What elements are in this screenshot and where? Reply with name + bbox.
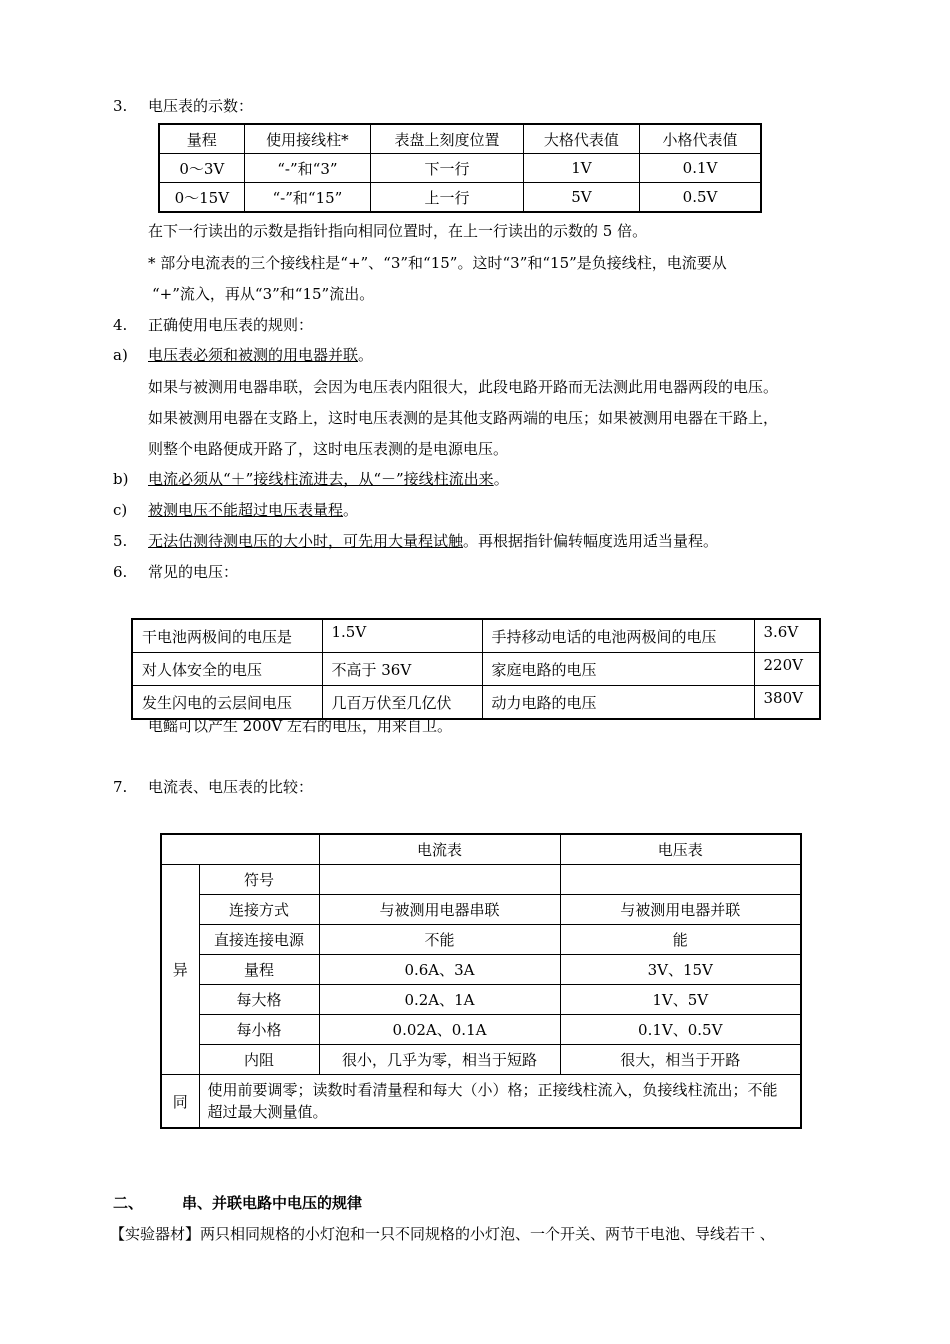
table-cell: 干电池两极间的电压是 xyxy=(132,619,322,653)
same-label: 同 xyxy=(161,1075,199,1129)
table-cell xyxy=(560,865,801,895)
table-cell: 每大格 xyxy=(199,985,319,1015)
section-3-note-3: “+”流入，再从“3”和“15”流出。 xyxy=(152,285,375,303)
table-row xyxy=(132,686,820,720)
section-7-number: 7. xyxy=(113,778,128,796)
table-cell: 连接方式 xyxy=(199,895,319,925)
table-row xyxy=(161,985,801,1015)
table-row xyxy=(159,183,761,213)
table-cell: 直接连接电源 xyxy=(199,925,319,955)
table-cell: 0.1V、0.5V xyxy=(560,1015,801,1045)
table-row xyxy=(161,895,801,925)
rule-a-explain-2: 如果被测用电器在支路上，这时电压表测的是其他支路两端的电压；如果被测用电器在干路上， xyxy=(148,409,779,427)
table-cell: 几百万伏至几亿伏 xyxy=(322,686,482,720)
table-row xyxy=(132,619,820,653)
section-5-text xyxy=(148,531,718,551)
section-7-title: 电流表、电压表的比较： xyxy=(148,778,314,796)
table-cell: 与被测用电器串联 xyxy=(319,895,560,925)
rule-b-label: b) xyxy=(113,470,129,488)
table-cell: 与被测用电器并联 xyxy=(560,895,801,925)
table-cell: 380V xyxy=(754,686,820,720)
table-row xyxy=(161,925,801,955)
same-text: 使用前要调零；读数时看清量程和每大（小）格；正接线柱流入，负接线柱流出；不能超过最大测量值。 xyxy=(199,1075,801,1129)
table-cell: 3V、15V xyxy=(560,955,801,985)
equipment-line: 【实验器材】两只相同规格的小灯泡和一只不同规格的小灯泡、一个开关、两节干电池、导线若干 、 xyxy=(110,1225,775,1243)
section-5-underlined: 无法估测待测电压的大小时，可先用大量程试触 xyxy=(148,532,464,550)
table-cell: 发生闪电的云层间电压 xyxy=(132,686,322,720)
rule-a-label: a) xyxy=(113,346,128,364)
table-cell: 很大，相当于开路 xyxy=(560,1045,801,1075)
table-cell: 0.1V xyxy=(640,154,761,183)
header-cell: 小格代表值 xyxy=(640,124,761,154)
rule-c-label: c) xyxy=(113,501,128,519)
table-cell: 很小，几乎为零，相当于短路 xyxy=(319,1045,560,1075)
section-6-note: 电鳐可以产生 200V 左右的电压，用来自卫。 xyxy=(148,717,453,735)
header-cell: 量程 xyxy=(159,124,244,154)
rule-b xyxy=(148,469,509,489)
table-row xyxy=(161,1015,801,1045)
table-cell: 1V xyxy=(523,154,639,183)
table-cell: “-”和“15” xyxy=(244,183,371,213)
header-cell: 电流表 xyxy=(319,834,560,865)
table-header-row xyxy=(159,124,761,154)
table-cell: 不高于 36V xyxy=(322,653,482,686)
rule-b-text: 电流必须从“＋”接线柱流进去，从“－”接线柱流出来 xyxy=(148,470,494,488)
table-cell: 上一行 xyxy=(371,183,524,213)
table-cell: 0～3V xyxy=(159,154,244,183)
header-cell: 表盘上刻度位置 xyxy=(371,124,524,154)
table-cell: 量程 xyxy=(199,955,319,985)
common-voltages-table xyxy=(131,618,821,720)
table-cell: 不能 xyxy=(319,925,560,955)
section-5-rest: 。再根据指针偏转幅度选用适当量程。 xyxy=(463,532,719,550)
table-cell: 符号 xyxy=(199,865,319,895)
table-row xyxy=(132,653,820,686)
rule-a-text: 电压表必须和被测的用电器并联 xyxy=(148,346,359,364)
difference-label: 异 xyxy=(161,865,199,1075)
section-5-number: 5. xyxy=(113,532,128,550)
table-row xyxy=(161,955,801,985)
rule-a-explain-3: 则整个电路便成开路了，这时电压表测的是电源电压。 xyxy=(148,440,509,458)
table-row xyxy=(159,154,761,183)
table-row xyxy=(161,1045,801,1075)
rule-a xyxy=(148,345,373,365)
table-cell: 5V xyxy=(523,183,639,213)
rule-c xyxy=(148,500,358,520)
table-cell: 对人体安全的电压 xyxy=(132,653,322,686)
section-2-number: 二、 xyxy=(113,1194,144,1212)
section-3-note-1: 在下一行读出的示数是指针指向相同位置时，在上一行读出的示数的 5 倍。 xyxy=(148,222,648,240)
section-4-number: 4. xyxy=(113,316,128,334)
table-cell: 3.6V xyxy=(754,619,820,653)
rule-c-end: 。 xyxy=(343,501,359,519)
section-3-note-2: * 部分电流表的三个接线柱是“+”、“3”和“15”。这时“3”和“15”是负接线柱，电流要从 xyxy=(148,254,727,272)
table-cell: 动力电路的电压 xyxy=(482,686,754,720)
header-cell: 大格代表值 xyxy=(523,124,639,154)
empty-corner-cell xyxy=(161,834,319,865)
rule-a-explain-1: 如果与被测用电器串联，会因为电压表内阻很大，此段电路开路而无法测此用电器两段的电压。 xyxy=(148,378,779,396)
table-cell: 1.5V xyxy=(322,619,482,653)
table-cell: 家庭电路的电压 xyxy=(482,653,754,686)
section-6-title: 常见的电压： xyxy=(148,563,239,581)
table-cell: 1V、5V xyxy=(560,985,801,1015)
table-cell: 0.2A、1A xyxy=(319,985,560,1015)
table-cell xyxy=(319,865,560,895)
rule-c-text: 被测电压不能超过电压表量程 xyxy=(148,501,344,519)
meter-comparison-table xyxy=(160,833,802,1129)
table-header-row xyxy=(161,834,801,865)
table-row xyxy=(161,1075,801,1129)
table-cell: 能 xyxy=(560,925,801,955)
table-cell: 每小格 xyxy=(199,1015,319,1045)
table-cell: “-”和“3” xyxy=(244,154,371,183)
section-3-title: 电压表的示数： xyxy=(148,97,254,115)
header-cell: 使用接线柱* xyxy=(244,124,371,154)
table-cell: 内阻 xyxy=(199,1045,319,1075)
table-cell: 0.02A、0.1A xyxy=(319,1015,560,1045)
section-4-title: 正确使用电压表的规则： xyxy=(148,316,314,334)
header-cell: 电压表 xyxy=(560,834,801,865)
table-row xyxy=(161,865,801,895)
table-cell: 0.6A、3A xyxy=(319,955,560,985)
table-cell: 0.5V xyxy=(640,183,761,213)
table-cell: 0～15V xyxy=(159,183,244,213)
voltmeter-reading-table xyxy=(158,123,762,213)
table-cell: 手持移动电话的电池两极间的电压 xyxy=(482,619,754,653)
section-6-number: 6. xyxy=(113,563,128,581)
rule-a-end: 。 xyxy=(358,346,374,364)
table-cell: 220V xyxy=(754,653,820,686)
table-cell: 下一行 xyxy=(371,154,524,183)
rule-b-end: 。 xyxy=(493,470,509,488)
section-3-number: 3. xyxy=(113,97,128,115)
section-2-title: 串、并联电路中电压的规律 xyxy=(182,1194,363,1212)
